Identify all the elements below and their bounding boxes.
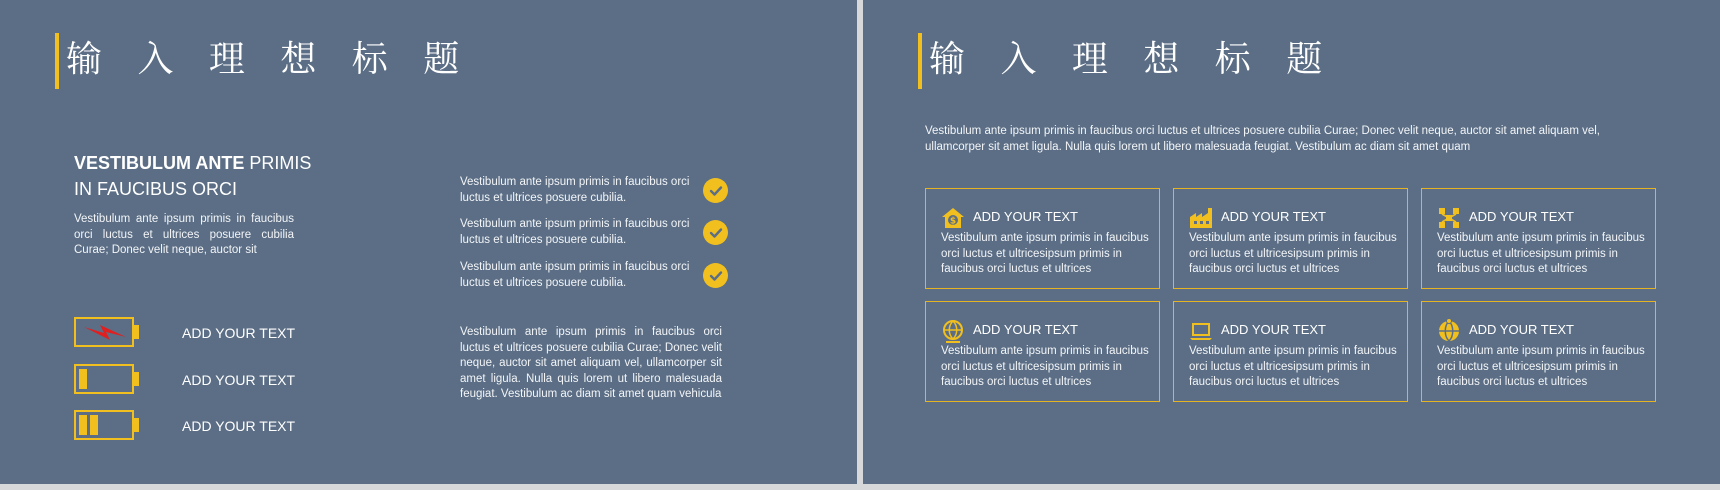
- section-heading: [74, 150, 311, 202]
- battery-half-icon: [74, 410, 140, 440]
- factory-icon: [1188, 205, 1214, 231]
- body-paragraph: Vestibulum ante ipsum primis in faucibus orci luctus et ultrices posuere cubilia Curae; Donec velit neque, auctor sit amet aliquam vel, ullamcorper sit amet ligula. Nulla quis lorem ut libero malesuada feugiat. Vestibulum ac diam sit amet quam vehicula: [460, 326, 722, 400]
- checkmark-icon: [703, 220, 728, 245]
- card-title: ADD YOUR TEXT: [973, 322, 1078, 337]
- feature-card: [1421, 188, 1656, 289]
- card-body: Vestibulum ante ipsum primis in faucibus orci luctus et ultricesipsum primis in faucibus orci luctus et ultrices: [1189, 345, 1397, 388]
- card-body: Vestibulum ante ipsum primis in faucibus orci luctus et ultricesipsum primis in faucibus orci luctus et ultrices: [1437, 232, 1645, 275]
- heading-bold: VESTIBULUM ANTE: [74, 153, 245, 173]
- check-item-text: Vestibulum ante ipsum primis in faucibus orci luctus et ultrices posuere cubilia.: [460, 176, 690, 204]
- check-item-text: Vestibulum ante ipsum primis in faucibus orci luctus et ultrices posuere cubilia.: [460, 261, 690, 289]
- battery-label: ADD YOUR TEXT: [182, 418, 296, 434]
- intro-text: Vestibulum ante ipsum primis in faucibus orci luctus et ultrices posuere cubilia Curae; Donec velit neque, auctor sit amet aliquam vel, ullamcorper sit amet ligula. Nulla quis lorem ut libero malesuada feugiat. Vestibulum ac diam sit amet quam: [925, 125, 1600, 153]
- network-icon: [1436, 205, 1462, 231]
- card-title: ADD YOUR TEXT: [1469, 322, 1574, 337]
- svg-text:$: $: [949, 216, 957, 227]
- feature-card: [925, 301, 1160, 402]
- battery-label: ADD YOUR TEXT: [182, 325, 296, 341]
- check-item-text: Vestibulum ante ipsum primis in faucibus orci luctus et ultrices posuere cubilia.: [460, 218, 690, 246]
- house-money-icon: [940, 205, 966, 231]
- heading-line2: IN FAUCIBUS ORCI: [74, 179, 238, 199]
- heading-rest: PRIMIS: [244, 153, 312, 173]
- card-body: Vestibulum ante ipsum primis in faucibus orci luctus et ultricesipsum primis in faucibus orci luctus et ultrices: [1437, 345, 1645, 388]
- battery-low-icon: [74, 364, 140, 394]
- laptop-icon: [1188, 318, 1214, 344]
- globe-person-icon: [1436, 318, 1462, 344]
- card-title: ADD YOUR TEXT: [1221, 209, 1326, 224]
- slide-left: [0, 0, 857, 484]
- feature-card: [1421, 301, 1656, 402]
- battery-charging-icon: [74, 317, 140, 347]
- feature-card: [925, 188, 1160, 289]
- battery-label: ADD YOUR TEXT: [182, 372, 296, 388]
- slide-right: [863, 0, 1720, 484]
- card-title: ADD YOUR TEXT: [973, 209, 1078, 224]
- intro-text: Vestibulum ante ipsum primis in faucibus orci luctus et ultrices posuere cubilia Curae; Donec velit neque, auctor sit: [74, 213, 294, 256]
- card-body: Vestibulum ante ipsum primis in faucibus orci luctus et ultricesipsum primis in faucibus orci luctus et ultrices: [941, 232, 1149, 275]
- slide-title: 输 入 理 想 标 题: [66, 39, 472, 80]
- checkmark-icon: [703, 178, 728, 203]
- card-title: ADD YOUR TEXT: [1469, 209, 1574, 224]
- card-title: ADD YOUR TEXT: [1221, 322, 1326, 337]
- checkmark-icon: [703, 263, 728, 288]
- feature-card: [1173, 188, 1408, 289]
- card-body: Vestibulum ante ipsum primis in faucibus orci luctus et ultricesipsum primis in faucibus orci luctus et ultrices: [1189, 232, 1397, 275]
- card-body: Vestibulum ante ipsum primis in faucibus orci luctus et ultricesipsum primis in faucibus orci luctus et ultrices: [941, 345, 1149, 388]
- globe-hand-icon: [940, 318, 966, 344]
- slide-title: 输 入 理 想 标 题: [929, 39, 1335, 80]
- feature-card: [1173, 301, 1408, 402]
- title-accent-bar: [918, 33, 922, 89]
- title-accent-bar: [55, 33, 59, 89]
